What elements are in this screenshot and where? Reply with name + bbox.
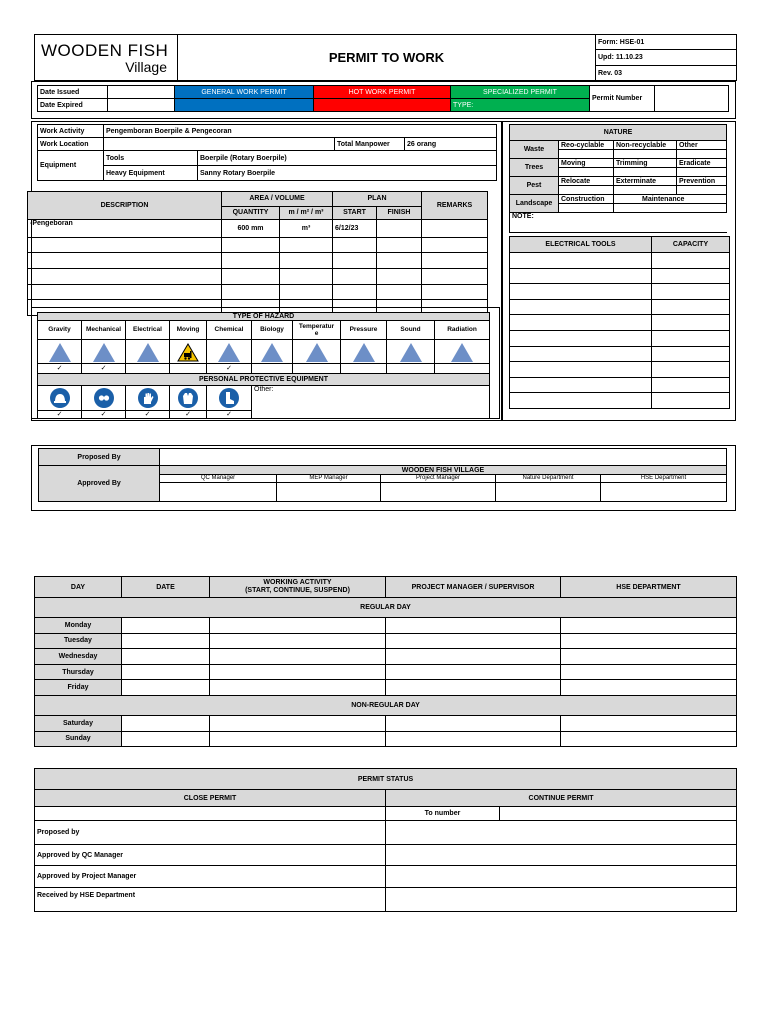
table-row [510, 299, 730, 315]
hse-cell[interactable] [561, 633, 737, 649]
hazard-icon-cell[interactable] [341, 339, 387, 364]
nature-option[interactable]: Non-recyclable [614, 141, 677, 150]
day-label: Saturday [35, 715, 122, 731]
warning-triangle-icon [49, 343, 71, 362]
proposed-by-label: Proposed By [39, 449, 160, 466]
vest-icon [178, 388, 198, 408]
date-cell[interactable] [122, 649, 210, 665]
nature-waste-label: Waste [510, 141, 559, 159]
hazard-checkbox[interactable] [170, 364, 207, 373]
hse-cell[interactable] [561, 664, 737, 680]
table-row [28, 220, 488, 238]
pm-supervisor-cell[interactable] [386, 649, 561, 665]
electrical-tool-cell[interactable] [510, 377, 652, 393]
status-proposed-by-field[interactable] [386, 821, 737, 845]
capacity-cell[interactable] [652, 393, 730, 409]
hazard-icon-cell[interactable] [38, 339, 82, 364]
pm-supervisor-cell[interactable] [386, 715, 561, 731]
table-row [510, 346, 730, 362]
ppe-checkbox[interactable]: ✓ [126, 410, 170, 418]
date-cell[interactable] [122, 680, 210, 696]
hazard-checkbox[interactable]: ✓ [38, 364, 82, 373]
logo-sub: Village [125, 58, 167, 75]
table-row [35, 618, 737, 634]
heavy-equipment-value[interactable]: Sanny Rotary Boerpile [198, 166, 497, 181]
hazard-type-label: Sound [387, 321, 435, 340]
description-table [27, 191, 488, 316]
description-cell[interactable]: -Pengeboran [28, 220, 222, 238]
activity-cell[interactable] [210, 731, 386, 747]
ppe-icon-cell[interactable] [38, 386, 82, 411]
quantity-header: QUANTITY [222, 206, 280, 220]
total-manpower-label: Total Manpower [335, 138, 405, 151]
capacity-cell[interactable] [652, 315, 730, 331]
hse-cell[interactable] [561, 649, 737, 665]
ppe-icon-cell[interactable] [170, 386, 207, 411]
date-issued-label: Date Issued [38, 86, 108, 99]
nature-option[interactable]: Construction [559, 195, 614, 204]
hazard-icon-cell[interactable] [435, 339, 490, 364]
permit-status-title: PERMIT STATUS [35, 769, 737, 790]
specialized-permit[interactable]: SPECIALIZED PERMIT [451, 86, 590, 99]
hazard-icon-cell[interactable] [207, 339, 252, 364]
date-expired-label: Date Expired [38, 99, 108, 112]
issue-table [37, 85, 729, 112]
ppe-checkbox[interactable]: ✓ [82, 410, 126, 418]
remarks-cell[interactable] [422, 220, 488, 238]
revision: Rev. 03 [596, 66, 737, 81]
activity-cell[interactable] [210, 618, 386, 634]
table-row [510, 284, 730, 300]
date-cell[interactable] [122, 618, 210, 634]
unit-header: m / m² / m³ [280, 206, 333, 220]
electrical-tool-cell[interactable] [510, 315, 652, 331]
capacity-cell[interactable] [652, 377, 730, 393]
electrical-tool-cell[interactable] [510, 330, 652, 346]
tools-label: Tools [104, 151, 198, 166]
tools-value[interactable]: Boerpile (Rotary Boerpile) [198, 151, 497, 166]
warning-triangle-icon [93, 343, 115, 362]
working-activity-title: WORKING ACTIVITY [263, 579, 332, 586]
working-activity-header [210, 577, 386, 598]
hazard-type-label: Electrical [126, 321, 170, 340]
ppe-icon-cell[interactable] [82, 386, 126, 411]
close-permit-header: CLOSE PERMIT [35, 790, 386, 807]
hazard-type-label: Pressure [341, 321, 387, 340]
capacity-cell[interactable] [652, 330, 730, 346]
date-cell[interactable] [122, 633, 210, 649]
warning-triangle-icon [400, 343, 422, 362]
warning-triangle-icon [451, 343, 473, 362]
capacity-cell[interactable] [652, 253, 730, 269]
electrical-tool-cell[interactable] [510, 362, 652, 378]
date-cell[interactable] [122, 715, 210, 731]
nature-landscape-label: Landscape [510, 195, 559, 213]
start-cell[interactable]: 6/12/23 [333, 220, 377, 238]
date-header: DATE [122, 577, 210, 598]
status-approved-qc: Approved by QC Manager [35, 845, 386, 866]
ppe-checkbox[interactable]: ✓ [38, 410, 82, 418]
hazard-checkbox[interactable] [126, 364, 170, 373]
hot-permit-swatch [314, 99, 451, 112]
proposed-by-field[interactable] [160, 449, 727, 466]
hazard-type-label: Gravity [38, 321, 82, 340]
hazard-type-label: Biology [252, 321, 293, 340]
ppe-icon-cell[interactable] [207, 386, 252, 411]
hazard-title: TYPE OF HAZARD [38, 313, 490, 321]
approved-by-label: Approved By [39, 466, 160, 502]
nature-option[interactable]: Relocate [559, 177, 614, 186]
status-approved-pm-field[interactable] [386, 866, 737, 888]
nature-option[interactable]: Reo-cyclable [559, 141, 614, 150]
electrical-tool-cell[interactable] [510, 393, 652, 409]
table-row [510, 315, 730, 331]
activity-cell[interactable] [210, 680, 386, 696]
table-row [28, 269, 488, 285]
table-row [35, 731, 737, 747]
day-label: Thursday [35, 664, 122, 680]
table-row [28, 253, 488, 269]
heavy-equipment-label: Heavy Equipment [104, 166, 198, 181]
permit-number-field[interactable] [655, 86, 729, 112]
nature-option[interactable]: Other [677, 141, 727, 150]
gloves-icon [138, 388, 158, 408]
goggles-icon [94, 388, 114, 408]
electrical-tools-header: ELECTRICAL TOOLS [510, 237, 652, 253]
hazard-icon-cell[interactable] [170, 339, 207, 364]
activity-cell[interactable] [210, 715, 386, 731]
hse-cell[interactable] [561, 680, 737, 696]
hazard-checkbox[interactable]: ✓ [82, 364, 126, 373]
warning-triangle-icon [218, 343, 240, 362]
remarks-header: REMARKS [422, 192, 488, 220]
warning-triangle-icon [306, 343, 328, 362]
approval-table [38, 448, 727, 502]
electrical-tool-cell[interactable] [510, 346, 652, 362]
continue-permit-header: CONTINUE PERMIT [386, 790, 737, 807]
day-label: Friday [35, 680, 122, 696]
electrical-tool-cell[interactable] [510, 299, 652, 315]
quantity-cell[interactable]: 600 mm [222, 220, 280, 238]
capacity-cell[interactable] [652, 268, 730, 284]
date-issued-field[interactable] [108, 86, 175, 99]
electrical-tool-cell[interactable] [510, 268, 652, 284]
work-activity-label: Work Activity [38, 125, 104, 138]
approver-role: MEP Manager [277, 475, 381, 483]
close-permit-field[interactable] [35, 807, 386, 821]
pm-supervisor-cell[interactable] [386, 633, 561, 649]
form-code: Form: HSE-01 [596, 35, 737, 50]
pm-supervisor-cell[interactable] [386, 618, 561, 634]
permit-number-label: Permit Number [590, 86, 655, 112]
nature-department-signature[interactable] [496, 483, 601, 502]
boots-icon [219, 388, 239, 408]
table-row [28, 237, 488, 253]
hazard-table [37, 312, 490, 419]
table-row [28, 284, 488, 300]
pm-supervisor-cell[interactable] [386, 731, 561, 747]
electrical-tool-cell[interactable] [510, 253, 652, 269]
general-work-permit[interactable]: GENERAL WORK PERMIT [175, 86, 314, 99]
hazard-icon-cell[interactable] [387, 339, 435, 364]
hse-cell[interactable] [561, 715, 737, 731]
day-label: Sunday [35, 731, 122, 747]
work-info-table [37, 124, 497, 181]
table-row [510, 377, 730, 393]
pm-supervisor-cell[interactable] [386, 664, 561, 680]
description-header: DESCRIPTION [28, 192, 222, 220]
approval-org: WOODEN FISH VILLAGE [160, 466, 727, 475]
ppe-other-label: Other: [254, 386, 274, 394]
qc-manager-signature[interactable] [160, 483, 277, 502]
logo [35, 35, 178, 81]
activity-cell[interactable] [210, 633, 386, 649]
plan-header: PLAN [333, 192, 422, 207]
table-row [35, 633, 737, 649]
helmet-icon [50, 388, 70, 408]
approver-role: HSE Department [601, 475, 727, 483]
capacity-cell[interactable] [652, 299, 730, 315]
activity-cell[interactable] [210, 664, 386, 680]
day-header: DAY [35, 577, 122, 598]
general-permit-swatch [175, 99, 314, 112]
hse-department-signature[interactable] [601, 483, 727, 502]
status-received-hse-field[interactable] [386, 888, 737, 912]
page-title: PERMIT TO WORK [178, 35, 596, 81]
ppe-checkbox[interactable]: ✓ [207, 410, 252, 418]
status-approved-qc-field[interactable] [386, 845, 737, 866]
electrical-tools-table [509, 236, 730, 409]
table-row [35, 680, 737, 696]
project-manager-signature[interactable] [381, 483, 496, 502]
to-number-field[interactable] [500, 807, 737, 821]
status-approved-pm: Approved by Project Manager [35, 866, 386, 888]
hazard-checkbox[interactable] [293, 364, 341, 373]
status-received-hse: Received by HSE Department [35, 888, 386, 912]
ppe-checkbox[interactable]: ✓ [170, 410, 207, 418]
hot-work-permit[interactable]: HOT WORK PERMIT [314, 86, 451, 99]
capacity-cell[interactable] [652, 284, 730, 300]
hazard-type-label: Radiation [435, 321, 490, 340]
non-regular-day-header: NON-REGULAR DAY [35, 695, 737, 715]
schedule-table [34, 576, 737, 747]
work-location-field[interactable] [104, 138, 335, 151]
hazard-type-label: Moving [170, 321, 207, 340]
hazard-icon-cell[interactable] [252, 339, 293, 364]
nature-pest-label: Pest [510, 177, 559, 195]
total-manpower-value[interactable]: 26 orang [405, 138, 497, 151]
working-activity-subtitle: (START, CONTINUE, SUSPEND) [245, 587, 350, 594]
capacity-header: CAPACITY [652, 237, 730, 253]
work-activity-value[interactable]: Pengemboran Boerpile & Pengecoran [104, 125, 497, 138]
electrical-tool-cell[interactable] [510, 284, 652, 300]
capacity-cell[interactable] [652, 362, 730, 378]
activity-cell[interactable] [210, 649, 386, 665]
hazard-checkbox[interactable]: ✓ [207, 364, 252, 373]
status-proposed-by: Proposed by [35, 821, 386, 845]
hazard-icon-cell[interactable] [82, 339, 126, 364]
regular-day-header: REGULAR DAY [35, 598, 737, 618]
ppe-icon-cell[interactable] [126, 386, 170, 411]
day-label: Monday [35, 618, 122, 634]
finish-header: FINISH [377, 206, 422, 220]
nature-option[interactable]: Exterminate [614, 177, 677, 186]
day-label: Tuesday [35, 633, 122, 649]
hazard-checkbox[interactable] [252, 364, 293, 373]
nature-table [509, 124, 727, 233]
hazard-icon-cell[interactable] [293, 339, 341, 364]
hazard-icon-cell[interactable] [126, 339, 170, 364]
start-header: START [333, 206, 377, 220]
table-row [35, 664, 737, 680]
table-row [510, 393, 730, 409]
date-cell[interactable] [122, 731, 210, 747]
date-expired-field[interactable] [108, 99, 175, 112]
hazard-checkbox[interactable] [435, 364, 490, 373]
to-number-label: To number [386, 807, 500, 821]
table-row [35, 649, 737, 665]
nature-option[interactable]: Eradicate [677, 159, 727, 168]
specialized-type-field[interactable]: TYPE: [451, 99, 590, 112]
header-table [34, 34, 737, 81]
nature-note[interactable]: NOTE: [510, 213, 727, 233]
capacity-cell[interactable] [652, 346, 730, 362]
forklift-warning-icon [177, 343, 199, 362]
hazard-type-label: Mechanical [82, 321, 126, 340]
pm-supervisor-cell[interactable] [386, 680, 561, 696]
hazard-type-label: Chemical [207, 321, 252, 340]
table-row [510, 330, 730, 346]
nature-option[interactable]: Prevention [677, 177, 727, 186]
work-location-label: Work Location [38, 138, 104, 151]
nature-option[interactable]: Trimming [614, 159, 677, 168]
ppe-title: PERSONAL PROTECTIVE EQUIPMENT [38, 373, 490, 385]
unit-cell[interactable]: m³ [280, 220, 333, 238]
day-label: Wednesday [35, 649, 122, 665]
date-cell[interactable] [122, 664, 210, 680]
nature-title: NATURE [510, 125, 727, 141]
table-row [35, 715, 737, 731]
finish-cell[interactable] [377, 220, 422, 238]
logo-main: WOODEN FISH [41, 40, 169, 60]
hazard-type-label: Temperatur e [293, 321, 341, 340]
warning-triangle-icon [261, 343, 283, 362]
approver-role: Project Manager [381, 475, 496, 483]
warning-triangle-icon [137, 343, 159, 362]
pm-supervisor-header: PROJECT MANAGER / SUPERVISOR [386, 577, 561, 598]
area-volume-header: AREA / VOLUME [222, 192, 333, 207]
hse-cell[interactable] [561, 731, 737, 747]
table-row [510, 268, 730, 284]
hse-cell[interactable] [561, 618, 737, 634]
update-date: Upd: 11.10.23 [596, 50, 737, 66]
nature-option[interactable]: Maintenance [614, 195, 727, 204]
table-row [510, 253, 730, 269]
approver-role: QC Manager [160, 475, 277, 483]
ppe-other-field[interactable] [252, 386, 490, 419]
nature-trees-label: Trees [510, 159, 559, 177]
nature-option[interactable]: Moving [559, 159, 614, 168]
hazard-checkbox[interactable] [387, 364, 435, 373]
warning-triangle-icon [353, 343, 375, 362]
hse-department-header: HSE DEPARTMENT [561, 577, 737, 598]
permit-status-table [34, 768, 737, 912]
approver-role: Nature Department [496, 475, 601, 483]
table-row [510, 362, 730, 378]
mep-manager-signature[interactable] [277, 483, 381, 502]
equipment-label: Equipment [38, 151, 104, 181]
hazard-checkbox[interactable] [341, 364, 387, 373]
